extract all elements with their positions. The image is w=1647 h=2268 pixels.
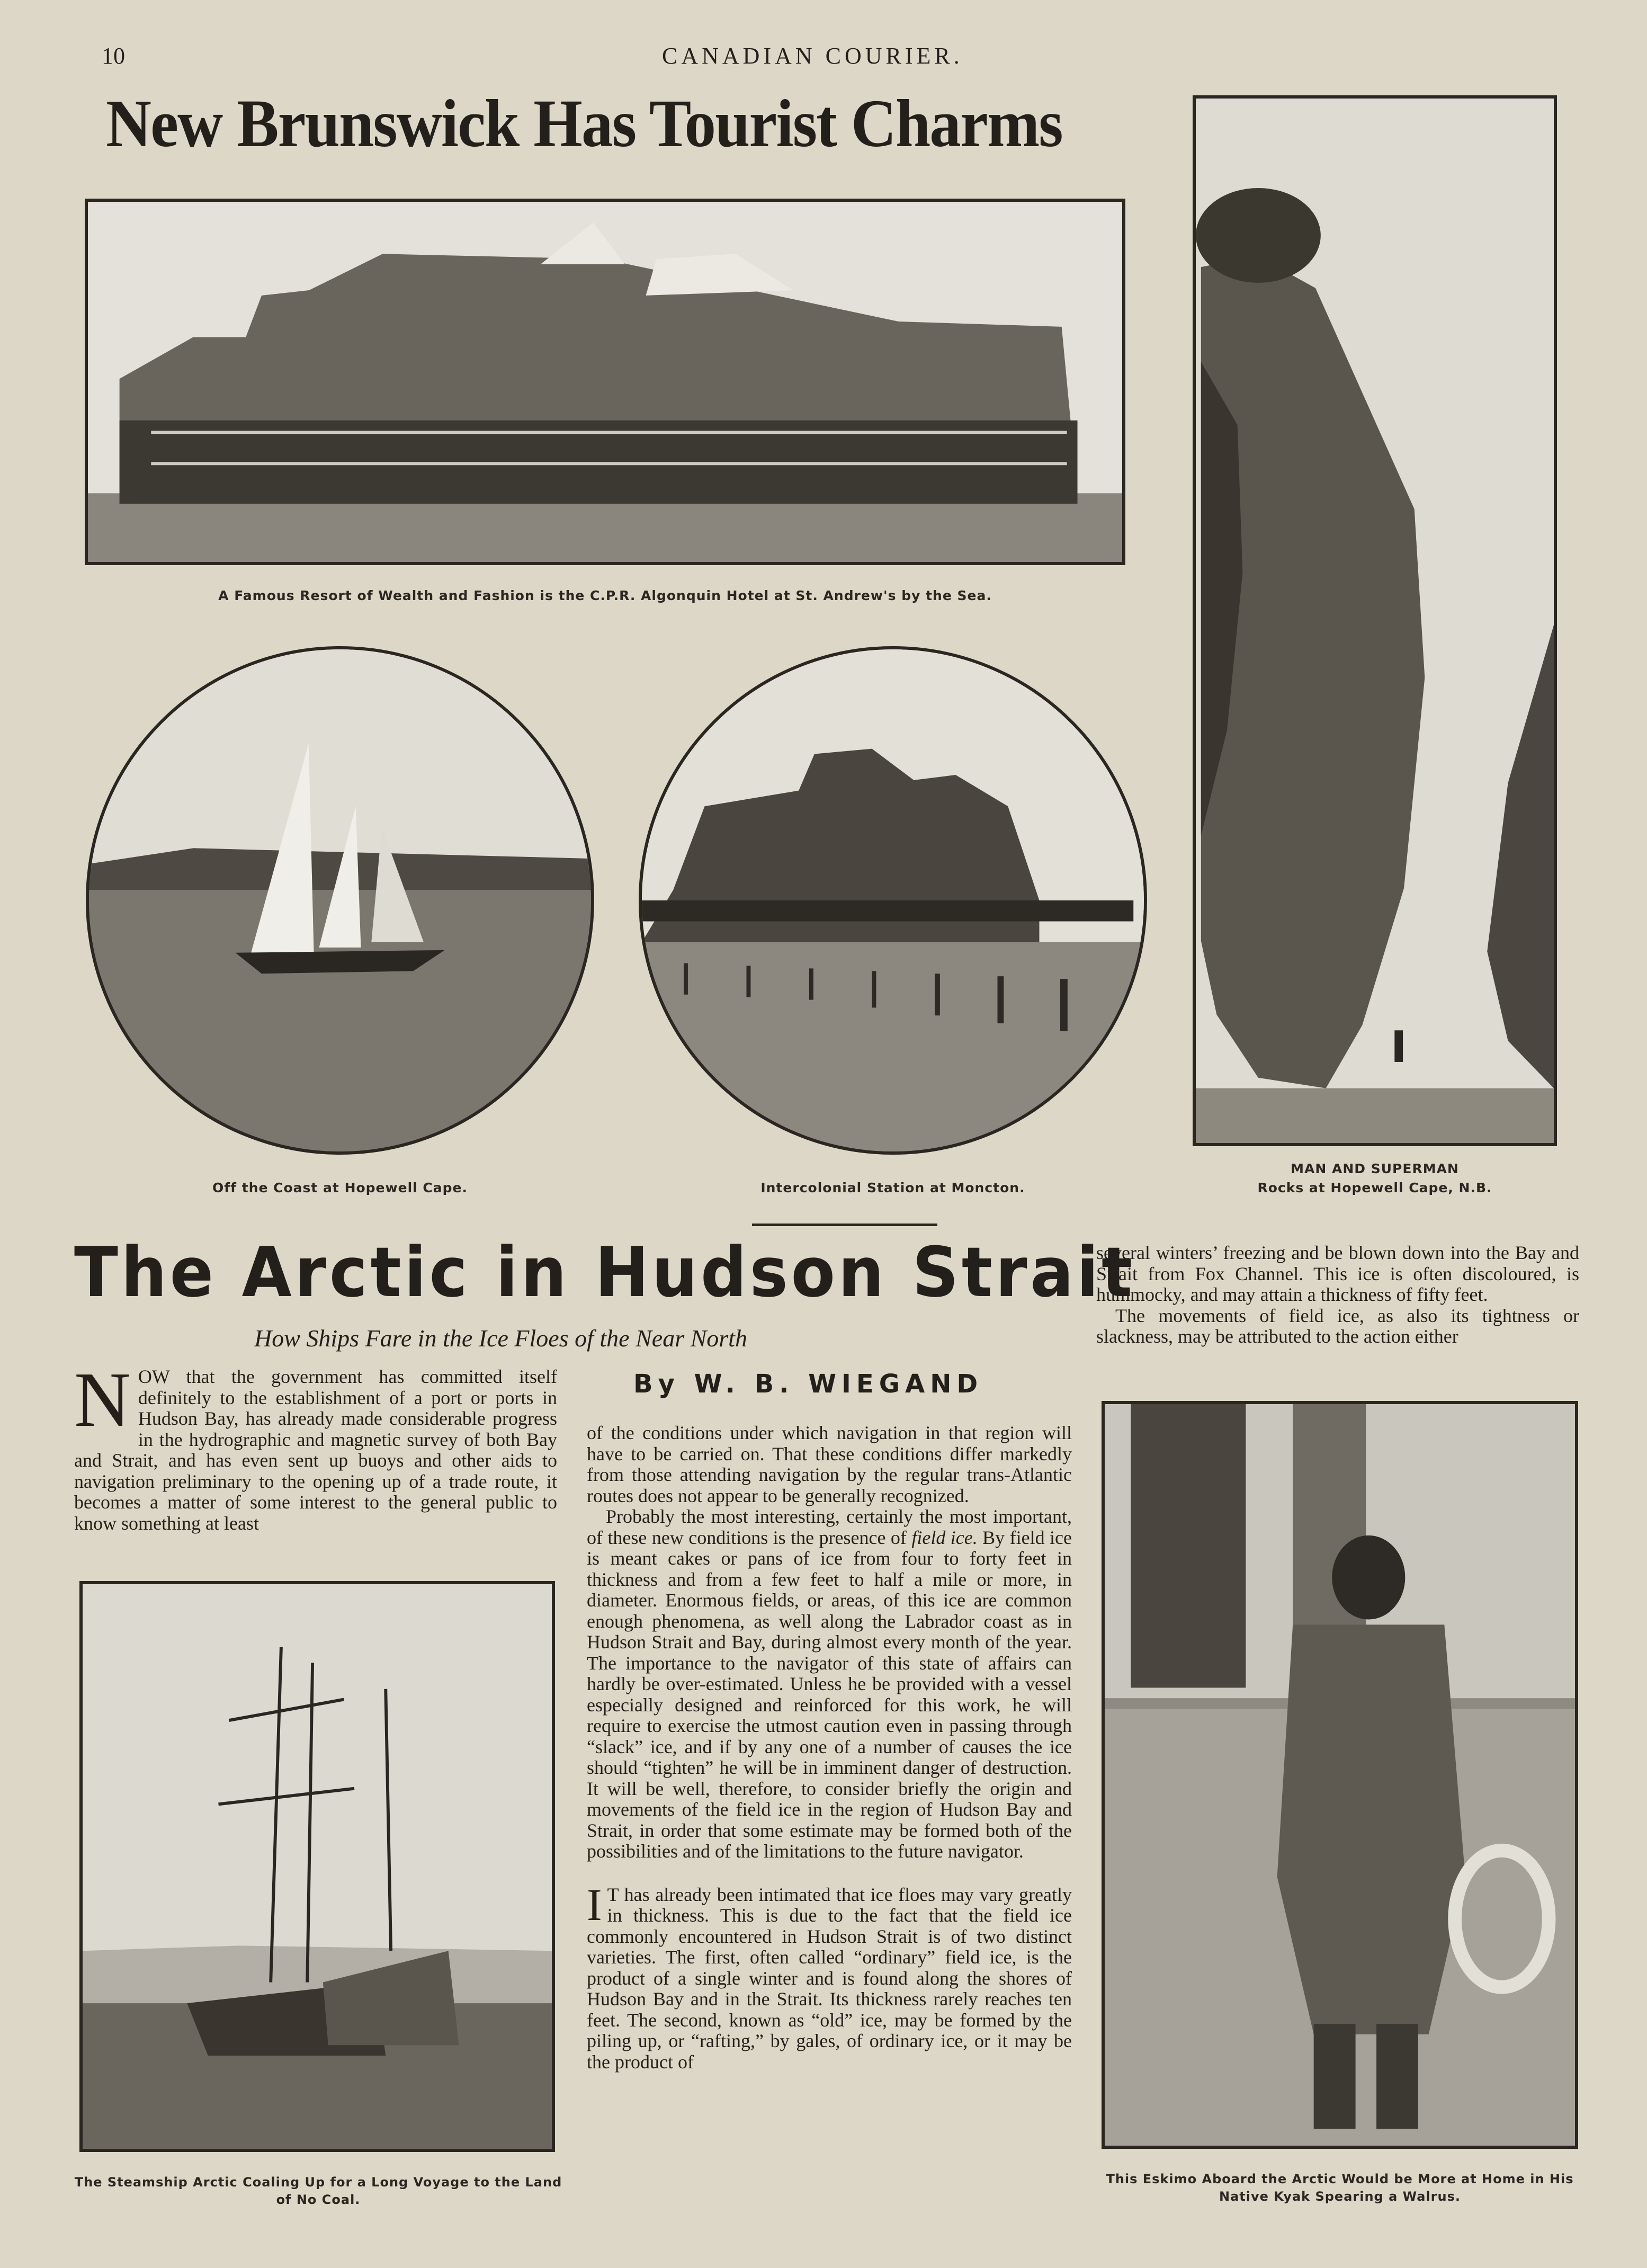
section-divider — [752, 1224, 937, 1226]
eskimo-caption: This Eskimo Aboard the Arctic Would be More at Home in His Native Kyak Spearing a Walrus. — [1106, 2172, 1574, 2204]
steamship-caption: The Steamship Arctic Coaling Up for a Long Voyage to the Land of No Coal. — [74, 2175, 562, 2207]
eskimo-photo — [1102, 1401, 1578, 2149]
rocks-caption-title: MAN AND SUPERMAN — [1291, 1161, 1459, 1176]
col2-paragraph-1: of the conditions under which navigation in that region will have to be carried on. That these conditions differ markedly from those attending navigation by the regular trans-Atlantic routes does not appear to be generally recognized. — [587, 1422, 1072, 1506]
schooner-caption: Off the Coast at Hopewell Cape. — [212, 1180, 468, 1195]
steamship-photo — [79, 1581, 555, 2152]
dropcap-n: N — [74, 1356, 131, 1443]
page-headline: New Brunswick Has Tourist Charms — [106, 86, 1062, 161]
col2-paragraph-2: Probably the most interesting, certainly the most important, of these new conditions is the presence of field ice. By field ice is meant cakes or pans of ice from four to forty feet in thickness and from a few feet to half a mile or more, in diameter. Enormous fields, or areas, of this ice are common enough phenomena, as well along the Labrador coast as in Hudson Strait and Bay, during almost every month of the year. The importance to the navigator of this state of affairs can hardly be over-estimated. Unless he be provided with a vessel especially designed and reinforced for this work, he will require to exercise the utmost caution even in passing through “slack” ice, and if by any one of a number of causes the ice should “tighten” he will be in imminent danger of destruction. It will be well, therefore, to consider briefly the origin and movements of the field ice in the region of Hudson Bay and Strait, in order that some estimate may be formed both of the possibilities and of the limitations to the future navigator. — [587, 1506, 1072, 1862]
rocks-photo — [1193, 95, 1557, 1146]
article-title: The Arctic in Hudson Strait — [74, 1232, 1135, 1312]
article-col2 — [587, 1423, 1072, 2073]
page-number: 10 — [102, 43, 125, 69]
hotel-photo — [85, 199, 1125, 565]
station-photo — [639, 646, 1147, 1155]
col1-intro-text: OW that the government has committed itself definitely to the establishment of a port or ports in Hudson Bay, has already made considerable progress in the hydrographic and magnetic survey of both Bay and Strait, and has even sent up buoys and other aids to navigation preliminary to the opening up of a trade route, it becomes a matter of some interest to the general public to know something at least — [74, 1366, 557, 1534]
col3-paragraph-1: several winters’ freezing and be blown down into the Bay and Strait from Fox Channel. This ice is often discoloured, is hummocky, and may attain a thickness of fifty feet. — [1096, 1242, 1579, 1305]
station-caption: Intercolonial Station at Moncton. — [760, 1180, 1025, 1195]
article-subtitle: How Ships Fare in the Ice Floes of the Near North — [254, 1325, 747, 1352]
hotel-caption: A Famous Resort of Wealth and Fashion is the C.P.R. Algonquin Hotel at St. Andrew's by the Sea. — [218, 588, 992, 603]
article-col3 — [1096, 1243, 1579, 1347]
article-byline: By W. B. WIEGAND — [633, 1369, 983, 1399]
schooner-photo — [86, 646, 594, 1155]
publication-name: CANADIAN COURIER. — [662, 43, 963, 69]
dropcap-i: I — [587, 1879, 602, 1930]
article-col1-intro — [74, 1356, 557, 1534]
col2-paragraph-3: I T has already been intimated that ice floes may vary greatly in thickness. This is due to the fact that the field ice commonly encountered in Hudson Strait is of two distinct varieties. The first, often called “ordinary” field ice, is the product of a single winter and is found along the shores of Hudson Bay and in the Strait. Its thickness rarely reaches ten feet. The second, known as “old” ice, may be formed by the piling up, or “rafting,” by gales, of ordinary ice, or it may be the product of — [587, 1879, 1072, 2073]
col3-paragraph-2: The movements of field ice, as also its tightness or slackness, may be attributed to the action either — [1096, 1305, 1579, 1347]
rocks-caption-sub: Rocks at Hopewell Cape, N.B. — [1257, 1180, 1492, 1195]
